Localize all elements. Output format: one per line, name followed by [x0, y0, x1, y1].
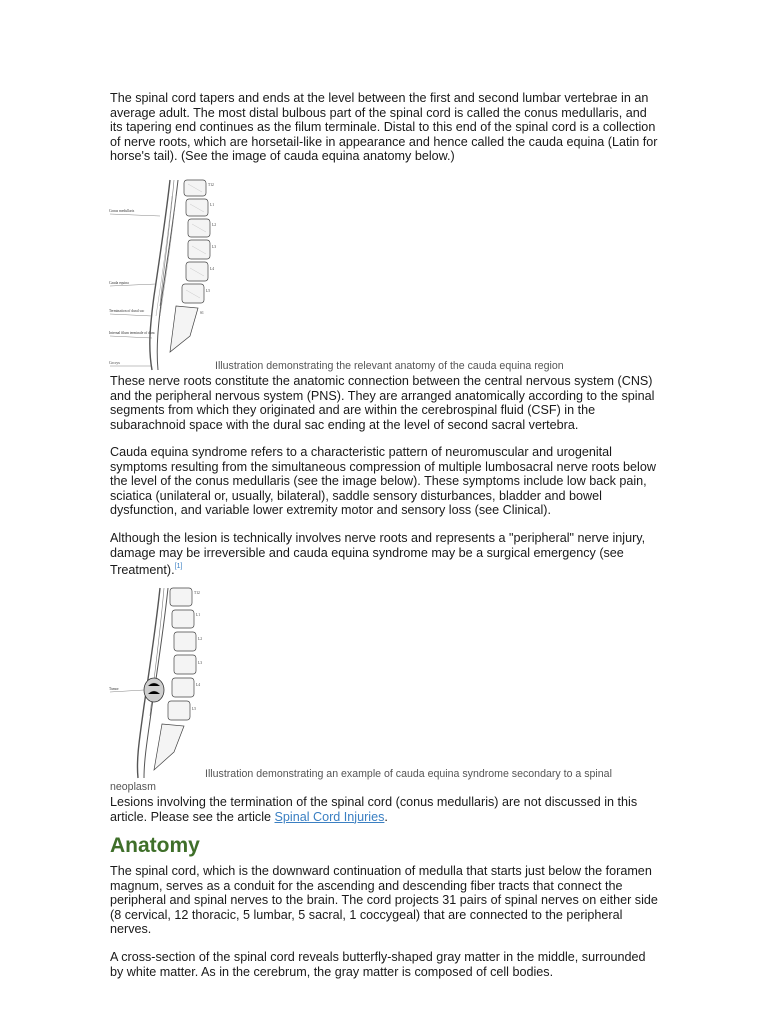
- label-coccyx: Coccyx: [109, 361, 120, 365]
- paragraph-cross-section: A cross-section of the spinal cord reveals butterfly-shaped gray matter in the middle, surrounded by white matter. As in the cerebrum, the gray matter is composed of cell bodies.: [110, 950, 646, 979]
- label-cauda-equina: Cauda equina: [109, 281, 129, 285]
- paragraph-intro: The spinal cord tapers and ends at the level between the first and second lumbar vertebrae in an average adult. The most distal bulbous part of the spinal cord is called the conus medullaris, and its tapering end continues as the filum terminale. Distal to this end of the spinal cord is a collection of nerve roots, which are horsetail-like in appearance and hence called the cauda equina (Latin for horse's tail). (See the image of cauda equina anatomy below.): [110, 91, 658, 164]
- paragraph-lesion: [110, 531, 658, 578]
- paragraph-syndrome-definition: Cauda equina syndrome refers to a characteristic pattern of neuromuscular and urogenital symptoms resulting from the simultaneous compression of multiple lumbosacral nerve roots below the level of the conus medullaris (see the image below). These symptoms include low back pain, sciatica (unilateral or, usually, bilateral), saddle sensory disturbances, bladder and bowel dysfunction, and variable lower extremity motor and sensory loss (see Clinical).: [110, 445, 656, 518]
- paragraph-lesion-text: Although the lesion is technically involves nerve roots and represents a "peripheral" nerve injury, damage may be irreversible and cauda equina syndrome may be a surgical emergency (see Treatment).: [110, 531, 646, 578]
- cauda-equina-illustration: [108, 176, 220, 372]
- tumor-mass: [144, 678, 164, 702]
- paragraph-conus-note-text: Lesions involving the termination of the spinal cord (conus medullaris) are not discussed in this article. Please see the article: [110, 795, 638, 824]
- neoplasm-illustration: [108, 586, 204, 780]
- vertebra-label: L1: [196, 613, 200, 617]
- vertebra-label: L4: [210, 267, 214, 271]
- label-conus-medullaris: Conus medullaris: [109, 209, 135, 213]
- vertebra-label: L5: [192, 707, 196, 711]
- vertebra-label: S1: [200, 311, 204, 315]
- vertebra-label: T12: [194, 591, 200, 595]
- paragraph-conus-note-end: .: [384, 809, 388, 824]
- vertebra-label: L4: [196, 683, 200, 687]
- paragraph-conus-note: [110, 795, 658, 824]
- section-heading-anatomy: Anatomy: [110, 834, 200, 857]
- paragraph-nerve-roots: These nerve roots constitute the anatomic connection between the central nervous system (CNS) and the peripheral nervous system (PNS). They are arranged anatomically according to the spinal segments from which they originated and are within the cerebrospinal fluid (CSF) in the subarachnoid space with the dural sac ending at the level of second sacral vertebra.: [110, 374, 655, 432]
- label-filum-terminale: Internal filum terminale of dura: [109, 331, 155, 335]
- paragraph-spinal-cord: The spinal cord, which is the downward continuation of medulla that starts just below the foramen magnum, serves as a conduit for the ascending and descending fiber tracts that connect the peripheral and spinal nerves to the brain. The cord projects 31 pairs of spinal nerves on either side (8 cervical, 12 thoracic, 5 lumbar, 5 sacral, 1 coccygeal) that are connected to the peripheral nerves.: [110, 864, 658, 937]
- vertebra-label: L5: [206, 289, 210, 293]
- vertebra-label: L3: [198, 661, 202, 665]
- vertebra-label: T12: [208, 183, 214, 187]
- figure-2-caption-line2: neoplasm: [110, 781, 156, 793]
- figure-1-caption: Illustration demonstrating the relevant anatomy of the cauda equina region: [215, 360, 564, 372]
- figure-cauda-equina-anatomy: [108, 176, 220, 372]
- figure-cauda-equina-neoplasm: [108, 586, 204, 780]
- spinal-cord-injuries-link[interactable]: Spinal Cord Injuries: [274, 809, 385, 824]
- label-dural-sac-termination: Termination of dural sac: [109, 309, 145, 313]
- label-tumor: Tumor: [109, 687, 119, 691]
- vertebra-label: L2: [198, 637, 202, 641]
- reference-link[interactable]: [1]: [174, 563, 183, 571]
- vertebra-label: L2: [212, 223, 216, 227]
- vertebra-label: L3: [212, 245, 216, 249]
- figure-2-caption-line1: Illustration demonstrating an example of cauda equina syndrome secondary to a spinal: [205, 768, 612, 780]
- vertebra-label: L1: [210, 203, 214, 207]
